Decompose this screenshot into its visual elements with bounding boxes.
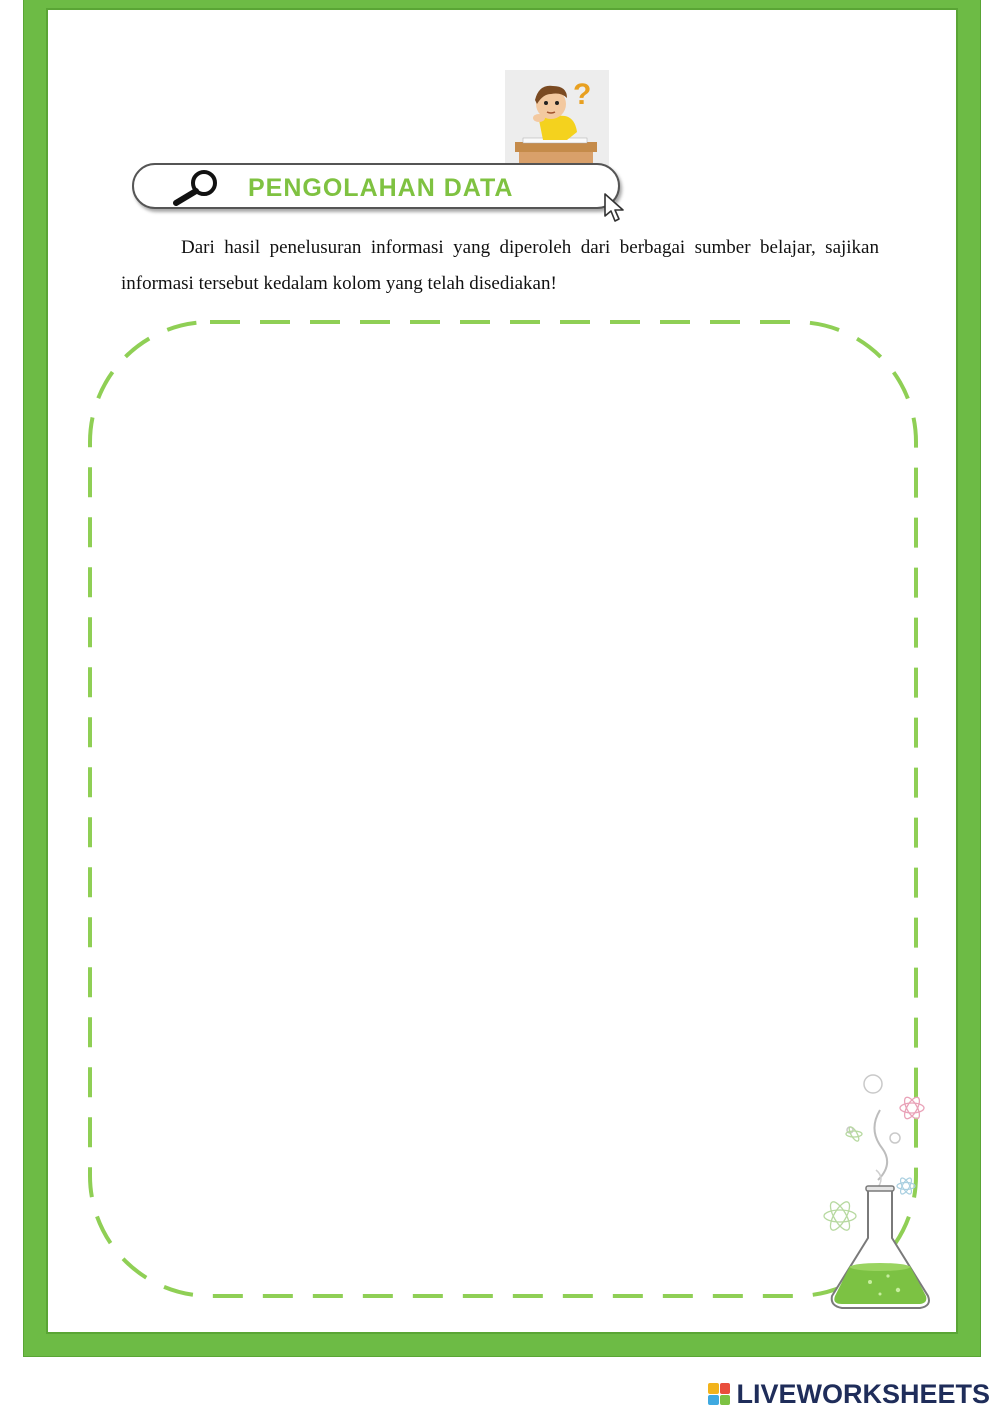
footer-brand-text: LIVEWORKSHEETS: [736, 1378, 990, 1409]
chemistry-flask-illustration: [810, 1070, 940, 1315]
svg-text:?: ?: [573, 78, 592, 111]
liveworksheets-logo-icon: [708, 1383, 730, 1405]
answer-box[interactable]: [80, 312, 930, 1308]
instructions-text: Dari hasil penelusuran informasi yang diperoleh dari berbagai sumber belajar, sajikan informasi tersebut kedalam kolom yang telah disediakan!: [121, 237, 879, 294]
cursor-icon: [602, 192, 628, 224]
section-title: PENGOLAHAN DATA: [248, 174, 514, 202]
magnifier-icon: [170, 167, 224, 207]
footer-brand: [708, 1378, 990, 1410]
thinking-boy-illustration: [505, 70, 609, 166]
